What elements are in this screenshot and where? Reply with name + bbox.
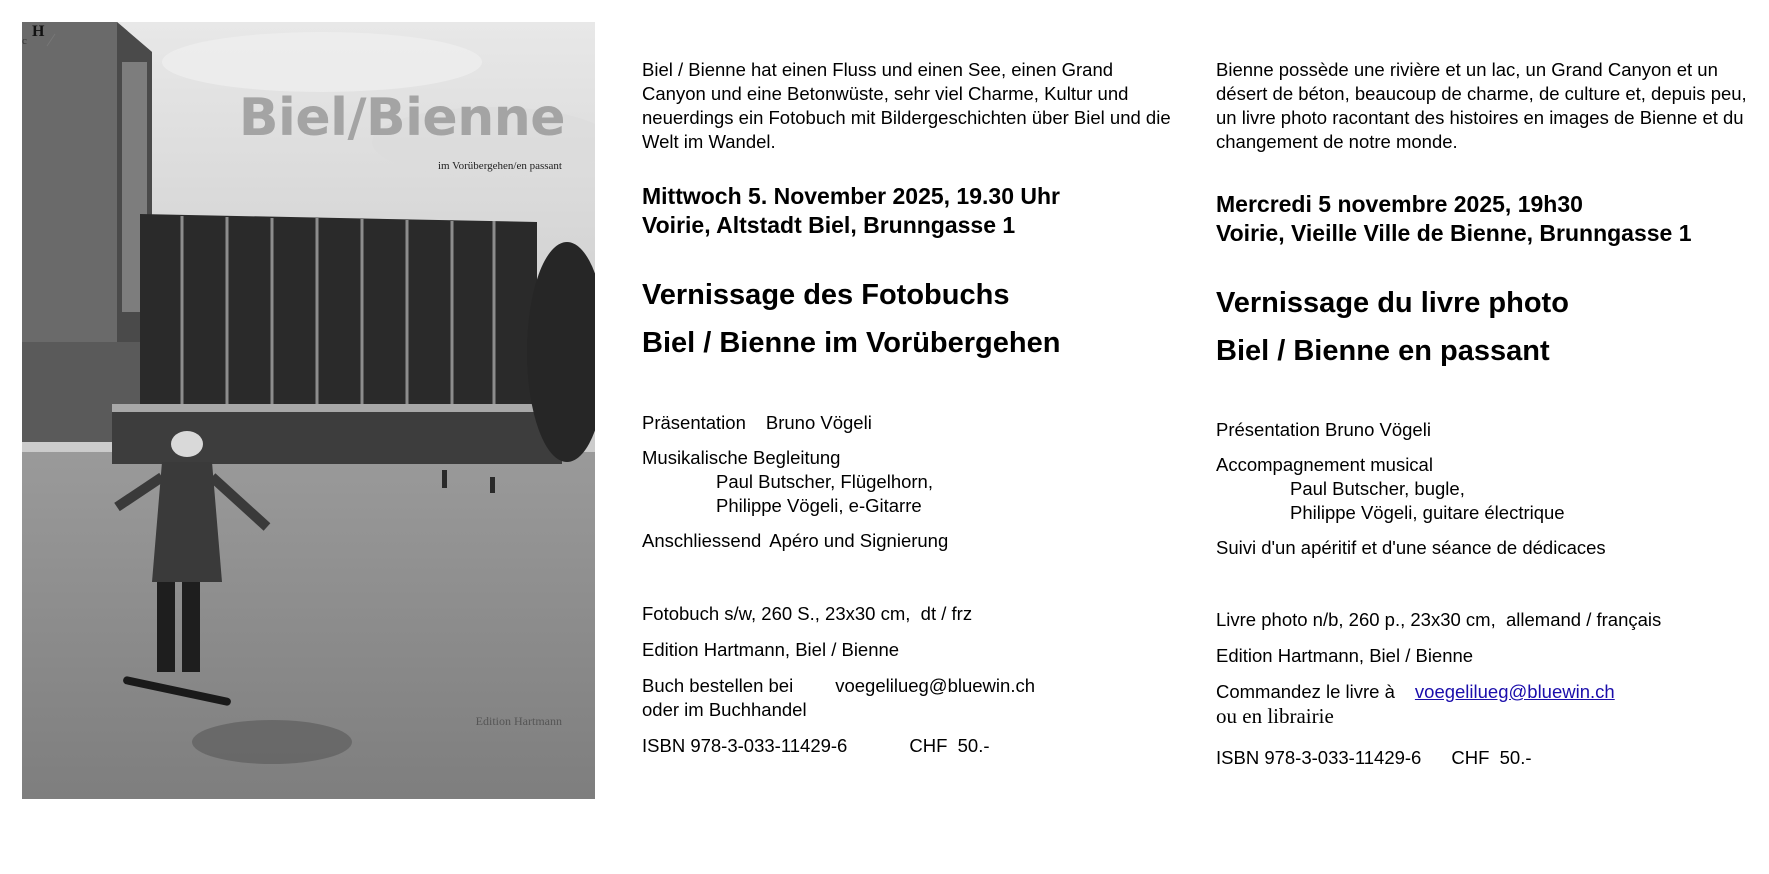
afterwards-label-de: Anschliessend	[642, 530, 762, 551]
afterwards-de	[642, 529, 948, 553]
publisher-logo-icon	[22, 22, 58, 48]
event-venue-fr: Voirie, Vieille Ville de Bienne, Brunngasse 1	[1216, 220, 1692, 246]
order-label-de: Buch bestellen bei	[642, 675, 794, 696]
book-title-heading-de: Biel / Bienne im Vorübergehen	[642, 327, 1061, 359]
cover-subtitle: im Vorübergehen/en passant	[437, 160, 562, 172]
logo-letter-c: c	[22, 35, 27, 47]
isbn-line-fr	[1216, 746, 1532, 770]
order-line-fr	[1216, 680, 1615, 704]
musician-2-fr: Philippe Vögeli, guitare électrique	[1290, 502, 1565, 523]
price-fr: CHF 50.-	[1451, 747, 1532, 768]
musician-1-fr: Paul Butscher, bugle,	[1290, 478, 1465, 499]
presentation-de	[642, 411, 872, 435]
isbn-de: ISBN 978-3-033-11429-6	[642, 735, 848, 756]
logo-letter-h: H	[32, 23, 45, 40]
intro-text-de: Biel / Bienne hat einen Fluss und einen See, einen Grand Canyon und eine Betonwüste, sehr viel Charme, Kultur und neuerdings ein Fotobuch mit Bildergeschichten über Biel und die Welt im Wandel.	[642, 59, 1171, 152]
music-label-fr: Accompagnement musical	[1216, 454, 1433, 475]
book-title-heading-fr: Biel / Bienne en passant	[1216, 335, 1550, 367]
music-label-de: Musikalische Begleitung	[642, 447, 841, 468]
vernissage-heading-fr: Vernissage du livre photo	[1216, 287, 1569, 319]
price-de: CHF 50.-	[909, 735, 990, 756]
order-email-de[interactable]: voegelilueg@bluewin.ch	[835, 675, 1035, 696]
book-info-fr: Livre photo n/b, 260 p., 23x30 cm, allemand / français	[1216, 609, 1662, 630]
order-label-fr: Commandez le livre à	[1216, 681, 1395, 702]
isbn-fr: ISBN 978-3-033-11429-6	[1216, 747, 1422, 768]
cover-title: Biel/Bienne	[238, 88, 565, 148]
book-cover-image	[22, 22, 595, 799]
afterwards-fr: Suivi d'un apéritif et d'une séance de dédicaces	[1216, 537, 1606, 558]
presentation-label-de: Präsentation	[642, 412, 746, 433]
edition-fr: Edition Hartmann, Biel / Bienne	[1216, 645, 1474, 666]
cover-publisher: Edition Hartmann	[475, 714, 562, 728]
edition-de: Edition Hartmann, Biel / Bienne	[642, 639, 900, 660]
musician-2-de: Philippe Vögeli, e-Gitarre	[716, 495, 922, 516]
afterwards-text-de: Apéro und Signierung	[769, 530, 949, 551]
event-date-fr: Mercredi 5 novembre 2025, 19h30	[1216, 191, 1583, 217]
event-date-de: Mittwoch 5. November 2025, 19.30 Uhr	[642, 183, 1060, 209]
presenter-name-de: Bruno Vögeli	[765, 412, 872, 433]
order-alt-fr: ou en librairie	[1216, 704, 1334, 728]
order-line-de	[642, 674, 1035, 698]
order-alt-de: oder im Buchhandel	[642, 699, 807, 720]
musician-1-de: Paul Butscher, Flügelhorn,	[716, 471, 933, 492]
book-info-de: Fotobuch s/w, 260 S., 23x30 cm, dt / frz	[642, 603, 973, 624]
intro-text-fr: Bienne possède une rivière et un lac, un Grand Canyon et un désert de béton, beaucoup de charme, de culture et, depuis peu, un livre photo racontant des histoires en images de Bienne et du changement de notre monde.	[1216, 59, 1747, 152]
vernissage-heading-de: Vernissage des Fotobuchs	[642, 279, 1010, 311]
event-venue-de: Voirie, Altstadt Biel, Brunngasse 1	[642, 212, 1016, 238]
presentation-fr: Présentation Bruno Vögeli	[1216, 419, 1431, 440]
isbn-line-de	[642, 734, 990, 758]
order-email-link-fr[interactable]: voegelilueg@bluewin.ch	[1414, 681, 1615, 702]
